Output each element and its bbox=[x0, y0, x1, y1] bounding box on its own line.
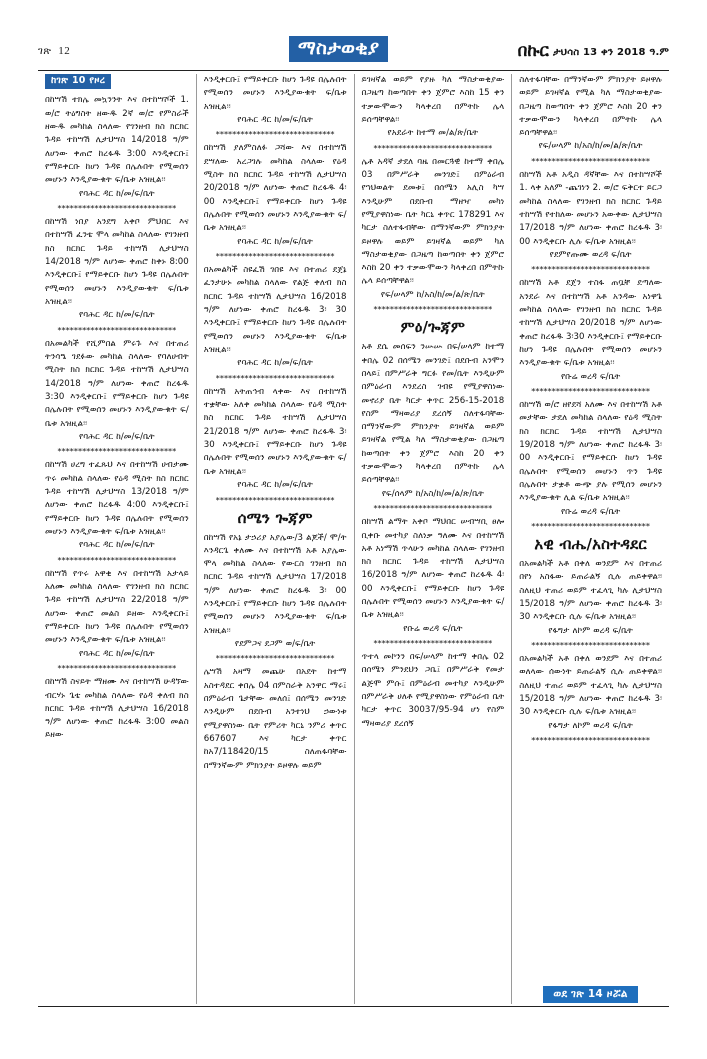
notice-body: በከሣሽ ያለምስለፉ ጋሻው እና በተከሣሽ ደሣለው አረጋገሉ መካከል ስላለው የዕዳ ሚስት ክስ ክርክር ጉዳይ ተከሣሽ ሊታህሣስ 20/2018 ዓ/ም ለሆነው ቀጠሮ ከረፋዱ 4፡ 00 እንዲቀርቡ፤ የማይቀርቡ ከሆነ ጉዳዩ በሌሉበት የሚወሰን መሆኑን እንዲያውቁት ፍ/ቤቱ አዝዚል፡፡ bbox=[203, 143, 347, 234]
notice-body: በአመልካች የሺምበል ምሩጉ እና በተጠሪ ትንሳዔ ገደፉው መካከል ስላለው የባለሀብት ሚስት ክስ ክርክር ጉዳይ ተከሣሽ ሊታህሣስ 14/2018 ዓ/ም ለሆነው ቀጠሮ ከረፋዱ 3:30 እንዲቀርቡ፤ የማይቀርቡ ከሆነ ጉዳዩ በሌሉበት የሚወሰን መሆኑን እንዲያውቁት ፍ/ቤቱ አዝዚል፡፡ bbox=[45, 338, 189, 429]
court-signature: የባሕር ዳር ከ/መ/ፍ/ቤት bbox=[237, 236, 313, 247]
notice-block bbox=[519, 653, 662, 733]
asterisk-divider: ***************************** bbox=[57, 554, 177, 565]
asterisk-divider: ***************************** bbox=[531, 156, 650, 167]
turn-to-page-badge[interactable]: ወደ ገጽ 14 ዞሯል bbox=[543, 986, 637, 1003]
notice-body: አቶ ደሴ መሰፍን ንሡሡ በፍ/ሠላም ከተማ ቀበሌ 02 በሰሜን መንገድ፤ በደቡብ አንሞን በላይ፤ በምሥራቅ ግርፉ የመ/ቤት እንዲሁም በምዕራብ እንደረስ ገብዩ የሚያዋስነው መኖሪያ ቤት ካርታ ቀጥር 256-15-2018 የስም ማዛወሪያ ደረሰኝ ስለተፋባቸው በማንኛውም ምክንያት ይገዛኛል ወይም ይገዛኛል የሚል ካለ ማስታወቂያው በጋዜጣ ከወጣበት ቀን ጀምሮ እስከ 20 ቀን ተቃውሞውን ካላቀረበ በምትኩ ሌላ ይሰጣቸዋል፡፡ bbox=[361, 342, 505, 486]
court-signature: የቡሬ ወረዳ ፍ/ቤት bbox=[403, 623, 463, 634]
court-signature: የፋግታ ለኮም ወረዳ ፍ/ቤት bbox=[548, 720, 633, 731]
asterisk-divider: ***************************** bbox=[57, 446, 177, 457]
court-signature: የአደራት ከተማ መ/ል/ጽ/ቤት bbox=[387, 128, 479, 139]
column-4 bbox=[511, 74, 669, 1004]
notice-block bbox=[519, 399, 662, 519]
court-signature: የባሕር ዳር ከ/መ/ፍ/ቤት bbox=[237, 479, 313, 490]
notice-body: በአመልካች አቶ በቀለ ወንደም እና በተጠሪ በየነ አስፋው ይጠራልኝ ሲሉ ጠይቀዋል፡፡ ስለዚህ ተጠሪ ወይም ተፈላጊ ካሉ ሊታህሣስ 15/2018 ዓ/ም ለሆነው ቀጠሮ ከረፋዱ 3፡30 እንዲቀርቡ ሲሉ ፍ/ቤቱ አዝዚል፡፡ bbox=[519, 559, 662, 623]
asterisk-divider: ***************************** bbox=[57, 203, 177, 214]
zone-heading: ሰሜን ጐጃም bbox=[237, 508, 313, 527]
folio bbox=[38, 45, 70, 58]
notice-block bbox=[204, 532, 347, 652]
notice-body: በከሣሽ አትጠኅብ ላቀው እና በተከሣሽ ተቋቸው አለቀ መካከል ስላለው የዕዳ ሚስት ክስ ክርክር ጉዳይ ተከሣሽ ሊታህሣስ 21/2018 ዓ/ም ለሆነው ቀጠሮ ከረፋዱ 3፡ 30 እንዲቀርቡ፤ የማይቀርቡ ከሆነ ጉዳዩ በሌሉበት የሚወሰን መሆኑን እንዲያውቁት ፍ/ቤቱ አዝዚል፡፡ bbox=[203, 386, 347, 477]
turn-to-page-wrap bbox=[512, 982, 669, 1002]
paper-name: በኩር bbox=[517, 41, 549, 61]
court-signature: የባሕር ዳር ከ/መ/ፍ/ቤት bbox=[237, 114, 313, 125]
masthead-title: ማስታወቂያ bbox=[289, 36, 388, 62]
column-1-flow bbox=[45, 74, 189, 743]
court-signature: የደምጋና ደጋም ወ/ፍ/ቤት bbox=[234, 638, 316, 649]
notice-block bbox=[45, 338, 189, 445]
zone-heading: አዊ ብሔ/አስተዳደር bbox=[534, 535, 647, 554]
court-signature: የቡሬ ወረዳ ፍ/ቤት bbox=[560, 371, 621, 382]
asterisk-divider: ***************************** bbox=[57, 324, 177, 335]
column-1 bbox=[38, 74, 196, 1004]
notice-body: እንዲቀርቡ፤ የማይቀርቡ ከሆነ ጉዳዩ በሌሉበት የሚወሰን መሆኑን እንዲያውቁት ፍ/ቤቱ አዝዚል፡፡ bbox=[203, 75, 347, 112]
notice-block bbox=[362, 341, 505, 501]
notice-body: በከሣሽ ነበያ አንደግ አቀቦ ምህበር እና በተከሣሽ ፈንቴ ሞላ መካከል ስላለው የገንዘብ ክስ ክርክር ጉዳይ ተከሣሽ ሊታህሣስ 14/2018 ዓ/ም ለሆነው ቀጠሮ ከቀኑ 8:00 እንዲቀርቡ፤ የማይቀርቡ ከሆነ ጉዳዩ በሌሉበት የሚወሰን መሆኑን እንዲያውቁት ፍ/ቤቱ አዝዚል፡፡ bbox=[45, 217, 189, 307]
column-grid bbox=[38, 74, 669, 1004]
asterisk-divider: ***************************** bbox=[531, 264, 650, 275]
court-signature: የባሕር ዳር ከ/መ/ፍ/ቤት bbox=[79, 648, 155, 659]
court-signature: የፍ/ሠላም ከ/አስ/ከ/መ/ል/ጽ/ቤት bbox=[538, 141, 643, 152]
court-signature: የባሕር ዳር ከ/መ/ፍ/ቤት bbox=[79, 431, 155, 442]
notice-body: በአመልካች ስዩፈሽ ገበዩ እና በተጠሪ ደጀኔ ፈንታሁኑ መካከል ስላለው የልጅ ቀለብ ክስ ክርክር ጉዳይ ተከሣሽ ሊታህሣስ 16/2018 ዓ/ም ለሆነው ቀጠሮ ከረፋዱ 3፡ 30 እንዲቀርቡ፤ የማይቀርቡ ከሆነ ጉዳዩ በሌሉበት የሚወሰን መሆኑን እንዲያውቁት ፍ/ቤቱ አዝዚል፡፡ bbox=[203, 265, 347, 355]
notice-block bbox=[204, 264, 347, 371]
masthead-rule bbox=[38, 70, 669, 71]
footer-rule bbox=[38, 1006, 669, 1007]
asterisk-divider: ***************************** bbox=[373, 638, 493, 649]
column-2-flow bbox=[204, 74, 347, 773]
notice-block bbox=[204, 142, 347, 249]
asterisk-divider: ***************************** bbox=[215, 129, 335, 140]
notice-block bbox=[45, 459, 189, 552]
notice-block bbox=[519, 558, 662, 638]
notice-body: በከሣሽ አቶ ደጀን ተስፋ ጠቧቸ ደጣለው አንደራ እና በተከሣሽ አቶ አንዳው አነዋጌ መካከል ስላለው የገንዘብ ክስ ክርክር ጉዳይ ተከሣሽ ሊታህሣስ 20/2018 ዓ/ም ለሆነው ቀጠሮ ከረፋዱ 3፡30 እንዲቀርቡ፤ የማይቀርቡ ከሆነ ጉዳዩ በሌሉበት የሚወሰን መሆኑን እንዲያውቁት ፍ/ቤቱ አዝዚል፡፡ bbox=[519, 278, 662, 369]
notice-body: በከሣሽ ሀረግ ተፈጹህ እና በተከሣሽ ሀብታሙ ጥሩ መካከል ስላለው የዕዳ ሚስት ክስ ክርክር ጉዳይ ተከሣሽ ሊታህሣስ 13/2018 ዓ/ም ለሆነው ቀጠሮ ከረፋዱ 4:00 እንዲቀርቡ፤ የማይቀርቡ ከሆነ ጉዳዩ በሌሉበት የሚወሰን መሆኑን እንዲያውቁት ፍ/ቤቱ አዝዚል፡፡ bbox=[45, 460, 189, 537]
court-signature: የፋግታ ለኮም ወረዳ ፍ/ቤት bbox=[548, 625, 633, 636]
court-signature: የደምየጡሙ ወረዳ ፍ/ቤት bbox=[549, 249, 632, 260]
asterisk-divider: ***************************** bbox=[57, 663, 177, 674]
court-signature: የባሕር ዳር ከ/መ/ፍ/ቤት bbox=[237, 358, 313, 369]
paper-nameplate bbox=[518, 40, 669, 61]
notice-block bbox=[362, 74, 505, 141]
court-signature: የባሕር ዳር ከ/መ/ፍ/ቤት bbox=[79, 188, 155, 199]
notice-block bbox=[519, 169, 662, 262]
asterisk-divider: ***************************** bbox=[373, 142, 493, 153]
notice-body: በአመልካች አቶ በቀለ ወንደም እና በተጠሪ ወለላው ሰውነት ይጠራልኝ ሲሉ ጠይቀዋል፡፡ ስለዚህ ተጠሪ ወይም ተፈላጊ ካሉ ሊታህሣስ 15/2018 ዓ/ም ለሆነው ቀጠሮ ከረፋዱ 3፡30 እንዲቀርቡ ሲሉ ፍ/ቤቱ አዝዚል፡፡ bbox=[519, 654, 662, 718]
notice-body: በከሣሽ ልማት አቀቦ ማህበር ሠብሣቢ ፀሎ ቢቀቡ መተካያ ስለነቃ ዓለሙ እና በተከሣሽ አቶ አነማሽ ጥላሁን መካከል ስላለው የገንዘብ ክስ ክርክር ጉዳይ ተከሣሽ ሊታህሣስ 16/2018 ዓ/ም ለሆነው ቀጠሮ ከረፋዱ 4፡00 እንዲቀርቡ፤ የማይቀርቡ ከሆነ ጉዳዩ በሌሉበት የሚወሰን መሆኑን እንዲያውቁት ፍ/ቤቱ አዝዚል፡፡ bbox=[361, 517, 505, 621]
notice-body: በከሣሽ ተክሌ መኳንንት እና በተከሣሾች 1. ወ/ሮ ትዕግስት ዘውዱ 2ኛ ወ/ሮ የምስራች ዘውዱ መካከል ስላለው የገንዘብ ክስ ክርክር ጉዳይ ተከሣሽ ሊታህሣስ 14/2018 ዓ/ም ለሆነው ቀጠሮ ከረፋዱ 3:00 እንዲቀርቡ፤ የማይቀርቡ ከሆነ ጉዳዩ በሌሉበት የሚወሰን መሆኑን እንዲያውቁት ፍ/ቤቱ አዝዚል፡፡ bbox=[45, 95, 189, 186]
asterisk-divider: ***************************** bbox=[531, 386, 650, 397]
asterisk-divider: ***************************** bbox=[373, 503, 493, 514]
notice-block bbox=[204, 386, 347, 493]
asterisk-divider: ***************************** bbox=[531, 640, 650, 651]
notice-body: ይገዛኛል ወይም የያዙ ካለ ማስታወቂያው በጋዜጣ ከወጣበት ቀን ጀምሮ እስከ 15 ቀን ተቃውሞውን ካላቀረበ በምትኩ ሌላ ይሰጣቸዋል፡፡ bbox=[361, 75, 505, 125]
notice-body: ሌቶ አዳኛ ታደለ ባዜ በመርጓዊ ከተማ ቀበሌ 03 በምሥራቅ መንገድ፤ በምዕራብ የኀህወልት ደመቱ፤ በሰሜን አሊስ ካሣ እንዲሁም በደቡብ ማዘዣ መካነ የሚያዋስነው ቤት ካርኒ ቀጥር 178291 እና ካርታ ስለተፋብቸው በማንኛውም ምክንያት ይዞዋሉ ወይም ይገዛኛል ወይም ካለ ማስታወቂያው በጋዜጣ ከወጣበት ቀን ጀምሮ እስከ 20 ቀን ተቃውሞውን ካላቀረበ በምትኩ ሌላ ይሰጣቸዋል፡፡ bbox=[361, 156, 505, 287]
folio-number: 12 bbox=[58, 45, 71, 57]
court-signature: የፍ/ሠላም ከ/አስ/ከ/መ/ል/ጽ/ቤት bbox=[380, 289, 485, 300]
notice-body: በከሣሽ የጥሩ አዋቂ እና በተከሣሽ አታላይ አለሙ መካከል ስላለው የገንዘብ ክስ ክርክር ጉዳይ ተከሣሽ ሊታህሣስ 22/2018 ዓ/ም ለሆነው ቀጠሮ መልስ ይዘው እንዲቀርቡ፤ የማይቀርቡ ከሆነ ጉዳዩ በሌሉበት የሚወሰን መሆኑን እንዲያውቁት ፍ/ቤቱ አዝዚል፡፡ bbox=[45, 568, 189, 646]
asterisk-divider: ***************************** bbox=[531, 521, 650, 532]
asterisk-divider: ***************************** bbox=[373, 304, 493, 315]
court-signature: የፍ/ሰላም ከ/አስ/ከ/መ/ል/ጽ/ቤት bbox=[381, 488, 484, 499]
continued-from-banner[interactable]: ከገጽ 10 የዞረ bbox=[45, 74, 111, 89]
notice-body: ስለተፋባቸው በማንኛውም ምክንያት ይዞዋሉ ወይም ይገዛኛል የሚል ካለ ማስታወቂያው በጋዜጣ ከወጣበት ቀን ጀምሮ እስከ 20 ቀን ተቃውሞውን ካላቀረበ በምትኩ ሌላ ይሰጣቸዋል፡፡ bbox=[519, 75, 662, 139]
notice-body: በከሣሽ አቶ አዲስ ዳኛቸው እና በተከሣሾች 1. ላቀ አለም -ጨገነን 2. ወ/ሮ ፍቅርተ ይርጋ መካከል ስላለው የገንዘብ ክስ ክርክር ጉዳይ ተከሣሽ የተከለው መሆኑን አውቀው ሊታህሣስ 17/2018 ዓ/ም ለሆነው ቀጠሮ ከረፋዱ 3፡00 እንዲቀርቡ ሊሉ ፍ/ቤቱ አዝዚል፡፡ bbox=[519, 170, 662, 247]
notice-block bbox=[362, 651, 505, 731]
court-signature: የባሕር ዳር ከ/መ/ፍ/ቤት bbox=[79, 540, 155, 551]
notice-block bbox=[45, 676, 189, 742]
notice-block bbox=[519, 74, 662, 154]
column-3-flow bbox=[362, 74, 505, 731]
court-signature: የቡሬ ወረዳ ፍ/ቤት bbox=[560, 506, 621, 517]
asterisk-divider: ***************************** bbox=[215, 251, 335, 262]
zone-heading: ምዕ/ጐጃም bbox=[400, 318, 466, 337]
column-4-flow bbox=[519, 74, 662, 746]
folio-label: ገጽ bbox=[38, 45, 52, 57]
notice-block bbox=[45, 94, 189, 201]
notice-block bbox=[204, 74, 347, 127]
notice-block bbox=[362, 516, 505, 636]
notice-block bbox=[45, 216, 189, 323]
notice-body: ጥተላ መኮንን በፍ/ሠላም ከተማ ቀበሌ 02 በሰሜን ምንደህን ጋቤ፤ በምሥራቅ የመታ ልጅሞ ምሱ፤ በምዕራብ መተካያ እንዲሁም በምሥራቅ ሀለቶ የሚያዋስነው የምዕራብ ቤት ካርታ ቀጥር 30037/95-94 ሆነ የስም ማዛወሪያ ደረሰኝ bbox=[361, 652, 505, 729]
column-2 bbox=[196, 74, 354, 1004]
notice-body: ሌሣሽ አዛማ መጨሁ በአደት ከተማ አስተዳደር ቀበሌ 04 በምስራቅ አንዋር ማሩ፤ በምዕራብ ጌታቸው መለሰ፤ በሰሜን መንገድ እንዲሁም በደቡብ አንተነህ ኃውነቱ የሚያዋስነው ቤት የምሪት ካርኒ ንምሪ ቀጥር 667607 እና ካርታ ቀጥር ከአ7/118420/15 ስለጠፋባቸው በማንኛውም ምክንያት ይዞዋሉ ወይም bbox=[203, 667, 347, 771]
notice-block bbox=[362, 156, 505, 303]
notice-block bbox=[204, 666, 347, 772]
court-signature: የባሕር ዳር ከ/መ/ፍ/ቤት bbox=[79, 310, 155, 321]
asterisk-divider: ***************************** bbox=[215, 653, 335, 664]
notice-body: በከሣሽ የአኔ ታኃሪያ አያሌው/3 ልጆች/ ሞ/ት እንዳርጌ ቀለሙ እና በተከሣሽ አቶ አያሌው ሞላ መካከል ስላለው የውርስ ገንዘብ ክስ ክርክር ጉዳይ ተከሣሽ ሊታህሣስ 17/2018 ዓ/ም ለሆነው ቀጠሮ ከረፋዱ 3፡ 00 እንዲቀርቡ፤ የማይቀርቡ ከሆነ ጉዳዩ በሌሉበት የሚወሰን መሆኑን እንዲያውቁት ፍ/ቤቱ አዝዚል፡፡ bbox=[203, 532, 347, 636]
asterisk-divider: ***************************** bbox=[215, 494, 335, 505]
issue-date: ታህሳስ 13 ቀን 2018 ዓ.ም bbox=[552, 47, 669, 58]
notice-block bbox=[45, 568, 189, 661]
page-masthead bbox=[38, 36, 669, 68]
asterisk-divider: ***************************** bbox=[531, 735, 650, 746]
notice-body: በከሣሽ ስናይት ማዘሙ እና በተከሣሽ ሁዳኘው ብርሃኑ ጌቴ መካከል ስላለው የዕዳ ቀለብ ክስ ክርክር ጉዳይ ተከሣሽ ሊታህሣስ 16/2018 ዓ/ም ለሆነው ቀጠሮ ከረፋዱ 3:00 መልስ ይዘው bbox=[45, 677, 189, 741]
notice-body: በከሣሽ ወ/ሮ ዘየደሻ አለሙ እና በተከሣሽ አቶ መታቸው ታደለ መካከል ስላለው የዕዳ ሚስት ክስ ክርክር ጉዳይ ተከሣሽ ሊታህሣስ 19/2018 ዓ/ም ለሆነው ቀጠሮ ከረፋዱ 3፡00 እንዲቀርቡ፤ የማይቀርቡ ከሆነ ጉዳዩ በሌሉበት የሚወሰን መሆኑን ጥን ጉዳዩ በሌሉበት ታቋቶ ውጭ ያሉ የሚሰን መሆኑን እንዲያውቁት ሊል ፍ/ቤቱ አዝዚል፡፡ bbox=[519, 400, 662, 504]
column-3 bbox=[354, 74, 512, 1004]
notice-block bbox=[519, 277, 662, 384]
asterisk-divider: ***************************** bbox=[215, 372, 335, 383]
